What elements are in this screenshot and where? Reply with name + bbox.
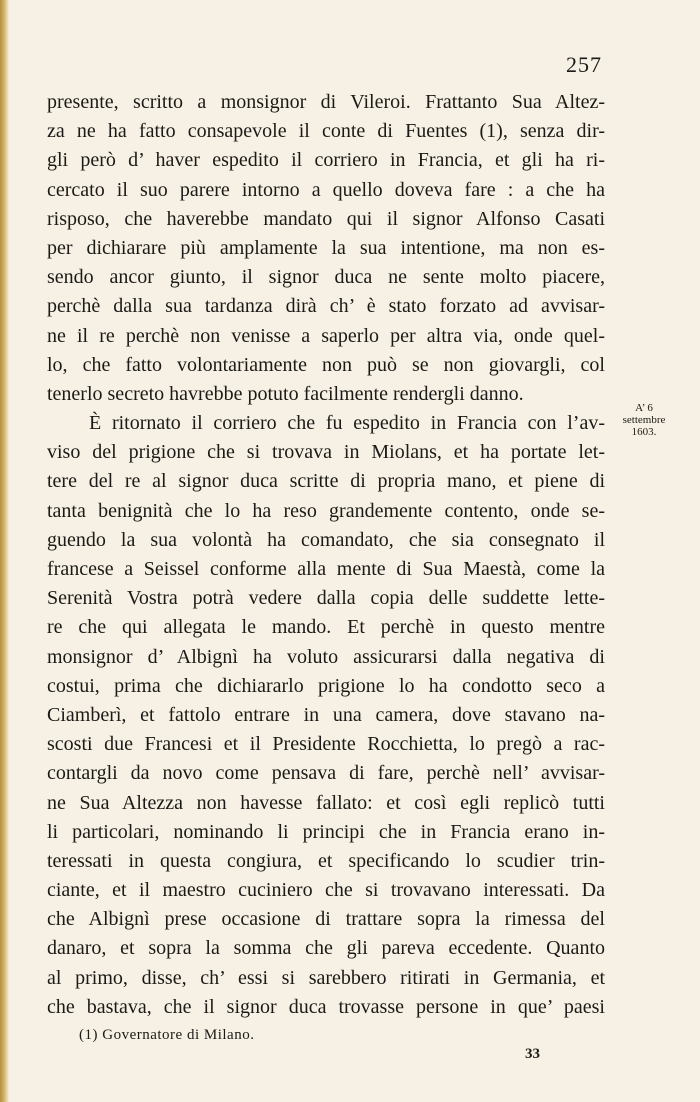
text-line: presente, scritto a monsignor di Vileroi. Frattanto Sua Altez- — [47, 91, 605, 113]
text-line: al primo, disse, ch’ essi si sarebbero ritirati in Germania, et — [47, 966, 605, 989]
text-line: danaro, et sopra la somma che gli pareva eccedente. Quanto — [47, 937, 605, 960]
text-line: perchè dalla sua tardanza dirà ch’ è stato forzato ad avvisar- — [47, 295, 605, 318]
margin-note-year: 1603. — [631, 426, 657, 438]
text-line: scosti due Francesi et il Presidente Rocchietta, lo pregò a rac- — [47, 733, 605, 756]
signature-mark: 33 — [525, 1046, 540, 1062]
text-line: sendo ancor giunto, il signor duca ne sente molto piacere, — [47, 266, 605, 289]
margin-note-day: A’ 6 — [635, 402, 653, 414]
text-line: ne il re perchè non venisse a saperlo per altra via, onde quel- — [47, 324, 605, 347]
text-line: guendo la sua volontà ha comandato, che sia consegnato il — [47, 528, 605, 551]
text-line: per dichiarare più amplamente la sua intentione, ma non es- — [47, 236, 605, 259]
text-line: francese a Seissel conforme alla mente di Sua Maestà, come la — [47, 558, 605, 580]
text-line: za ne ha fatto consapevole il conte di Fuentes (1), senza dir- — [47, 120, 605, 143]
text-line: li particolari, nominando li principi che in Francia erano in- — [47, 820, 605, 843]
text-line: lo, che fatto volontariamente non può se non giovargli, col — [47, 353, 605, 376]
text-line: costui, prima che dichiararlo prigione lo ha condotto seco a — [47, 674, 605, 697]
text-line: ciante, et il maestro cuciniero che si trovavano interessati. Da — [47, 879, 605, 902]
text-line: tenerlo secreto havrebbe potuto facilmente rendergli danno. — [47, 382, 524, 405]
text-line: cercato il suo parere intorno a quello doveva fare : a che ha — [47, 178, 605, 201]
text-line: gli però d’ haver espedito il corriero in Francia, et gli ha ri- — [47, 149, 605, 172]
page-binding-edge — [0, 0, 9, 1102]
text-line: Serenità Vostra potrà vedere dalla copia delle suddette lette- — [47, 587, 605, 610]
text-line: tanta benignità che lo ha reso grandemente contento, onde se- — [47, 499, 605, 522]
margin-date-note — [600, 402, 688, 438]
page-number: 257 — [566, 52, 602, 77]
text-line: che Albignì prese occasione di trattare sopra la rimessa del — [47, 908, 605, 931]
text-line: teressati in questa congiura, et specificando lo scudier trin- — [47, 849, 605, 872]
text-line: che bastava, che il signor duca trovasse persone in que’ paesi — [47, 995, 605, 1018]
margin-note-month: settembre — [622, 414, 666, 426]
text-line: contargli da novo come pensava di fare, perchè nell’ avvisar- — [47, 762, 605, 785]
footnote: (1) Governatore di Milano. — [79, 1027, 255, 1043]
text-line: Ciamberì, et fattolo entrare in una camera, dove stavano na- — [47, 703, 605, 726]
text-line: re che qui allegata le mando. Et perchè in questo mentre — [47, 616, 605, 639]
text-line: monsignor d’ Albignì ha voluto assicurarsi dalla negativa di — [47, 645, 605, 668]
text-line: ne Sua Altezza non havesse fallato: et così egli replicò tutti — [47, 791, 605, 814]
text-line: tere del re al signor duca scritte di propria mano, et piene di — [47, 470, 605, 493]
text-line: risposo, che haverebbe mandato qui il signor Alfonso Casati — [47, 207, 605, 230]
text-line: viso del prigione che si trovava in Miolans, et ha portate let- — [47, 441, 605, 464]
body-text — [47, 88, 605, 1022]
paragraph-start-line: È ritornato il corriero che fu espedito in Francia con l’av- — [89, 412, 605, 435]
